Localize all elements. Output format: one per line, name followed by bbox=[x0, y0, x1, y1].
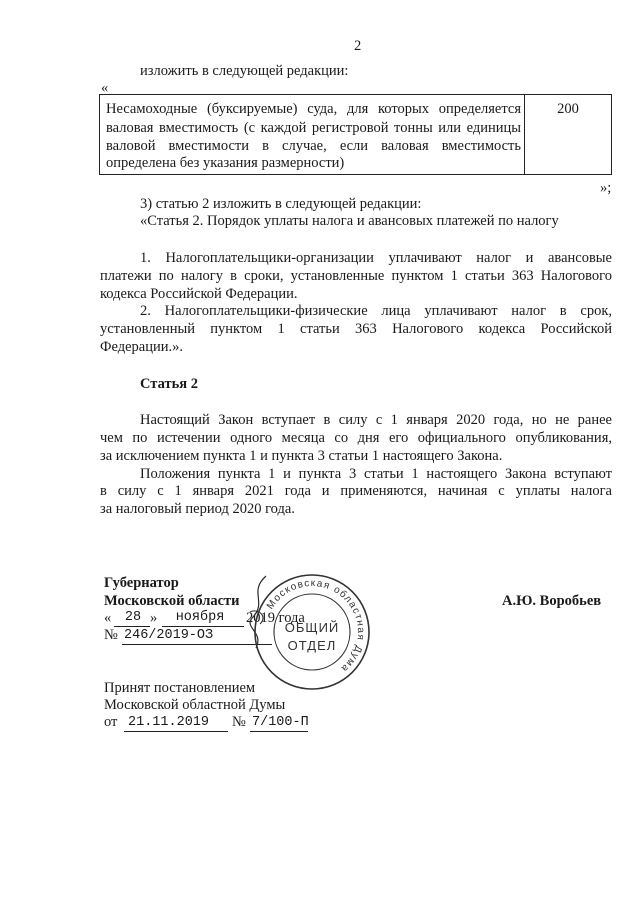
signatory-title-line2: Московской области bbox=[104, 593, 240, 609]
tax-rate-table bbox=[99, 94, 612, 175]
statya2-title: «Статья 2. Порядок уплаты налога и авансовых платежей по налогу bbox=[140, 213, 559, 229]
item3-line: 3) статью 2 изложить в следующей редакции: bbox=[140, 196, 422, 212]
table-description-line: валовая вместимость (с каждой регистровой тонны или единицы bbox=[106, 120, 521, 136]
sign-date-open-quote: « bbox=[104, 610, 112, 626]
page-number: 2 bbox=[354, 38, 362, 54]
sign-date-year: 2019 года bbox=[246, 610, 305, 626]
sign-date-day-underline bbox=[114, 626, 150, 627]
sign-date-close-quote: » bbox=[150, 610, 158, 626]
adoption-number-underline bbox=[250, 731, 308, 732]
stamp-center-line1: ОБЩИЙ bbox=[284, 620, 340, 635]
close-quote: »; bbox=[600, 180, 612, 196]
adoption-number: 7/100-П bbox=[252, 715, 309, 730]
official-stamp bbox=[252, 572, 372, 692]
adoption-number-label: № bbox=[232, 714, 246, 730]
para1-line: платежи по налогу в сроки, установленные пунктом 1 статьи 363 Налогового bbox=[100, 268, 612, 284]
stamp-center-line2: ОТДЕЛ bbox=[287, 638, 337, 653]
article2-para2-line: в силу с 1 января 2021 года и применяются, начиная с уплаты налога bbox=[100, 483, 612, 499]
sign-number-value: 246/2019-ОЗ bbox=[124, 628, 214, 643]
adoption-line1: Принят постановлением bbox=[104, 680, 256, 696]
open-quote: « bbox=[101, 80, 109, 96]
para1-line: кодекса Российской Федерации. bbox=[100, 286, 298, 302]
signatory-name: А.Ю. Воробьев bbox=[502, 593, 602, 609]
adoption-date-underline bbox=[124, 731, 228, 732]
intro-line: изложить в следующей редакции: bbox=[140, 63, 349, 79]
signatory-title-line1: Губернатор bbox=[104, 575, 179, 591]
adoption-line2: Московской областной Думы bbox=[104, 697, 286, 713]
table-value-cell: 200 bbox=[557, 101, 579, 117]
para2-line: Федерации.». bbox=[100, 339, 183, 355]
article2-para1-line: чем по истечении одного месяца со дня его официального опубликования, bbox=[100, 430, 612, 446]
article2-heading: Статья 2 bbox=[140, 376, 198, 392]
table-description-line: определена без указания размерности) bbox=[106, 155, 345, 171]
sign-date-month: ноября bbox=[175, 610, 225, 625]
para1-line: 1. Налогоплательщики-организации уплачивают налог и авансовые bbox=[140, 250, 612, 266]
adoption-from-label: от bbox=[104, 714, 118, 730]
para2-line: установленный пунктом 1 статьи 363 Налогового кодекса Российской bbox=[100, 321, 612, 337]
para2-line: 2. Налогоплательщики-физические лица уплачивают налог в срок, bbox=[140, 303, 612, 319]
sign-number-label: № bbox=[104, 627, 118, 643]
article2-para1-line: Настоящий Закон вступает в силу с 1 января 2020 года, но не ранее bbox=[140, 412, 612, 428]
stamp-ring-text: Московская областная Дума bbox=[264, 577, 367, 675]
table-description-line: валовой вместимости в случае, если валовая вместимость bbox=[106, 138, 521, 154]
table-description-line: Несамоходные (буксируемые) суда, для которых определяется bbox=[106, 101, 521, 117]
sign-date-month-underline bbox=[162, 626, 244, 627]
sign-date-day: 28 bbox=[124, 610, 142, 625]
article2-para2-line: Положения пункта 1 и пункта 3 статьи 1 настоящего Закона вступают bbox=[140, 466, 612, 482]
adoption-date: 21.11.2019 bbox=[128, 715, 210, 730]
article2-para1-line: за исключением пункта 1 и пункта 3 статьи 1 настоящего Закона. bbox=[100, 448, 503, 464]
article2-para2-line: за налоговый период 2020 года. bbox=[100, 501, 295, 517]
